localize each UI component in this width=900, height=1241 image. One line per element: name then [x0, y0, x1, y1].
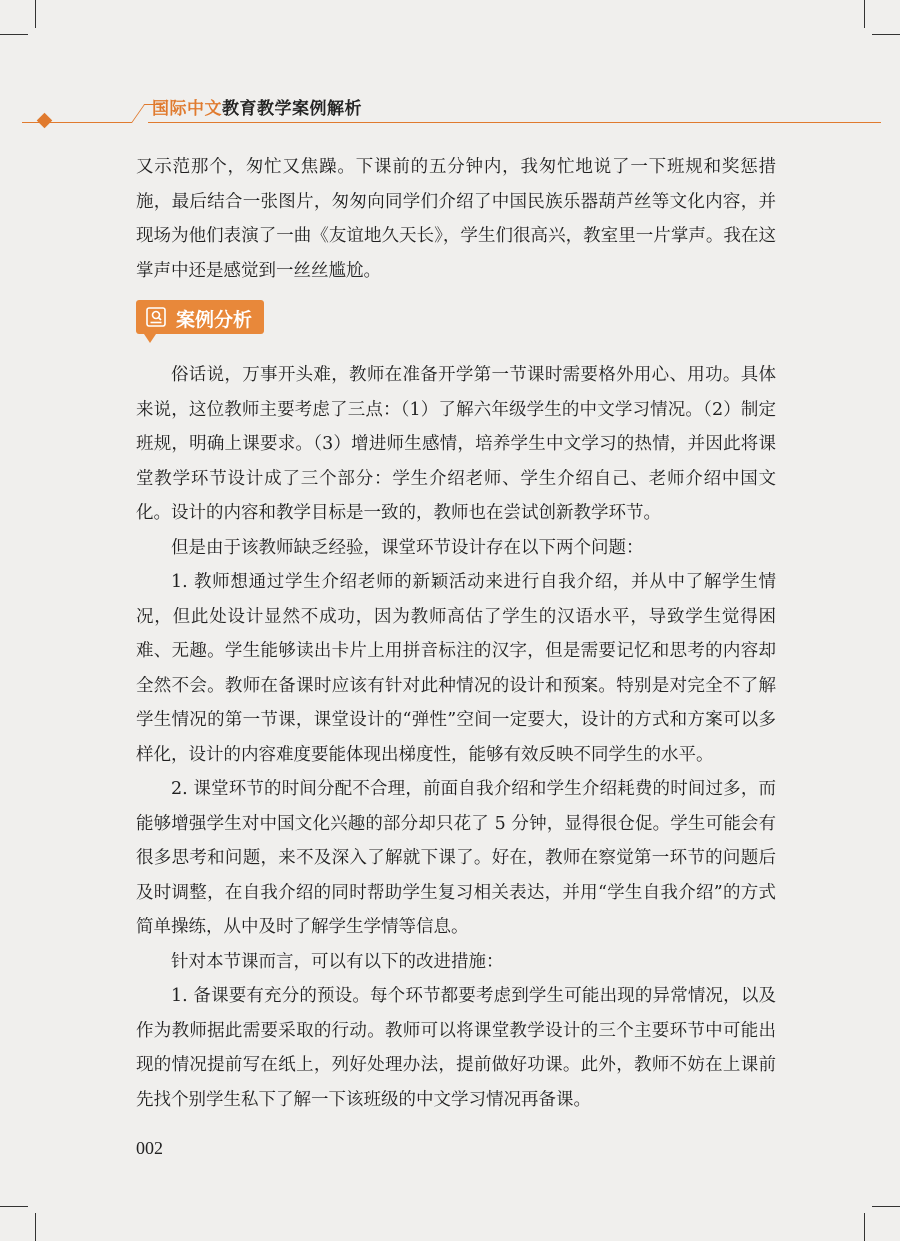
paragraph: 俗话说，万事开头难，教师在准备开学第一节课时需要格外用心、用功。具体来说，这位教师主要考虑了三点：（1）了解六年级学生的中文学习情况。（2）制定班规，明确上课要求。（3）增进师生感情，培养学生中文学习的热情，并因此将课堂教学环节设计成了三个部分：学生介绍老师、学生介绍自己、老师介绍中国文化。设计的内容和教学目标是一致的，教师也在尝试创新教学环节。 [136, 365, 776, 523]
running-header [0, 82, 900, 132]
crop-mark [35, 1213, 36, 1241]
crop-mark [872, 1206, 900, 1207]
page-number: 002 [136, 1138, 163, 1158]
header-rule [148, 122, 881, 123]
paragraph: 但是由于该教师缺乏经验，课堂环节设计存在以下两个问题： [171, 537, 644, 558]
paragraph: 1. 备课要有充分的预设。每个环节都要考虑到学生可能出现的异常情况，以及作为教师据此需要采取的行动。教师可以将课堂教学设计的三个主要环节中可能出现的情况提前写在纸上，列好处理办法，提前做好功课。此外，教师不妨在上课前先找个别学生私下了解一下该班级的中文学习情况再备课。 [136, 986, 776, 1110]
case-analysis-icon [145, 306, 167, 328]
book-title-rest: 教育教学案例解析 [222, 99, 362, 119]
book-title-accent: 国际中文 [152, 99, 222, 119]
diamond-icon [37, 113, 53, 129]
analysis-text [136, 358, 776, 1117]
paragraph: 又示范那个，匆忙又焦躁。下课前的五分钟内，我匆忙地说了一下班规和奖惩措施，最后结合一张图片，匆匆向同学们介绍了中国民族乐器葫芦丝等文化内容，并现场为他们表演了一曲《友谊地久天长》，学生们很高兴，教室里一片掌声。我在这掌声中还是感觉到一丝丝尴尬。 [136, 157, 776, 281]
section-heading-badge [136, 300, 264, 334]
paragraph: 针对本节课而言，可以有以下的改进措施： [171, 951, 504, 972]
crop-mark [0, 34, 28, 35]
crop-mark [872, 34, 900, 35]
paragraph: 2. 课堂环节的时间分配不合理，前面自我介绍和学生介绍耗费的时间过多，而能够增强学生对中国文化兴趣的部分却只花了 5 分钟，显得很仓促。学生可能会有很多思考和问题，来不及深入了解就下课了。好在，教师在察觉第一环节的问题后及时调整，在自我介绍的同时帮助学生复习相关表达，并用“学生自我介绍”的方式简单操练，从中及时了解学生学情等信息。 [136, 779, 776, 937]
crop-mark [864, 1213, 865, 1241]
crop-mark [864, 0, 865, 28]
book-title [152, 94, 362, 119]
paragraph: 1. 教师想通过学生介绍老师的新颖活动来进行自我介绍，并从中了解学生情况，但此处设计显然不成功，因为教师高估了学生的汉语水平，导致学生觉得困难、无趣。学生能够读出卡片上用拼音标注的汉字，但是需要记忆和思考的内容却全然不会。教师在备课时应该有针对此种情况的设计和预案。特别是对完全不了解学生情况的第一节课，课堂设计的“弹性”空间一定要大，设计的方式和方案可以多样化，设计的内容难度要能体现出梯度性，能够有效反映不同学生的水平。 [136, 572, 776, 765]
intro-text [136, 150, 776, 288]
crop-mark [35, 0, 36, 28]
section-title: 案例分析 [176, 309, 253, 331]
crop-mark [0, 1206, 28, 1207]
